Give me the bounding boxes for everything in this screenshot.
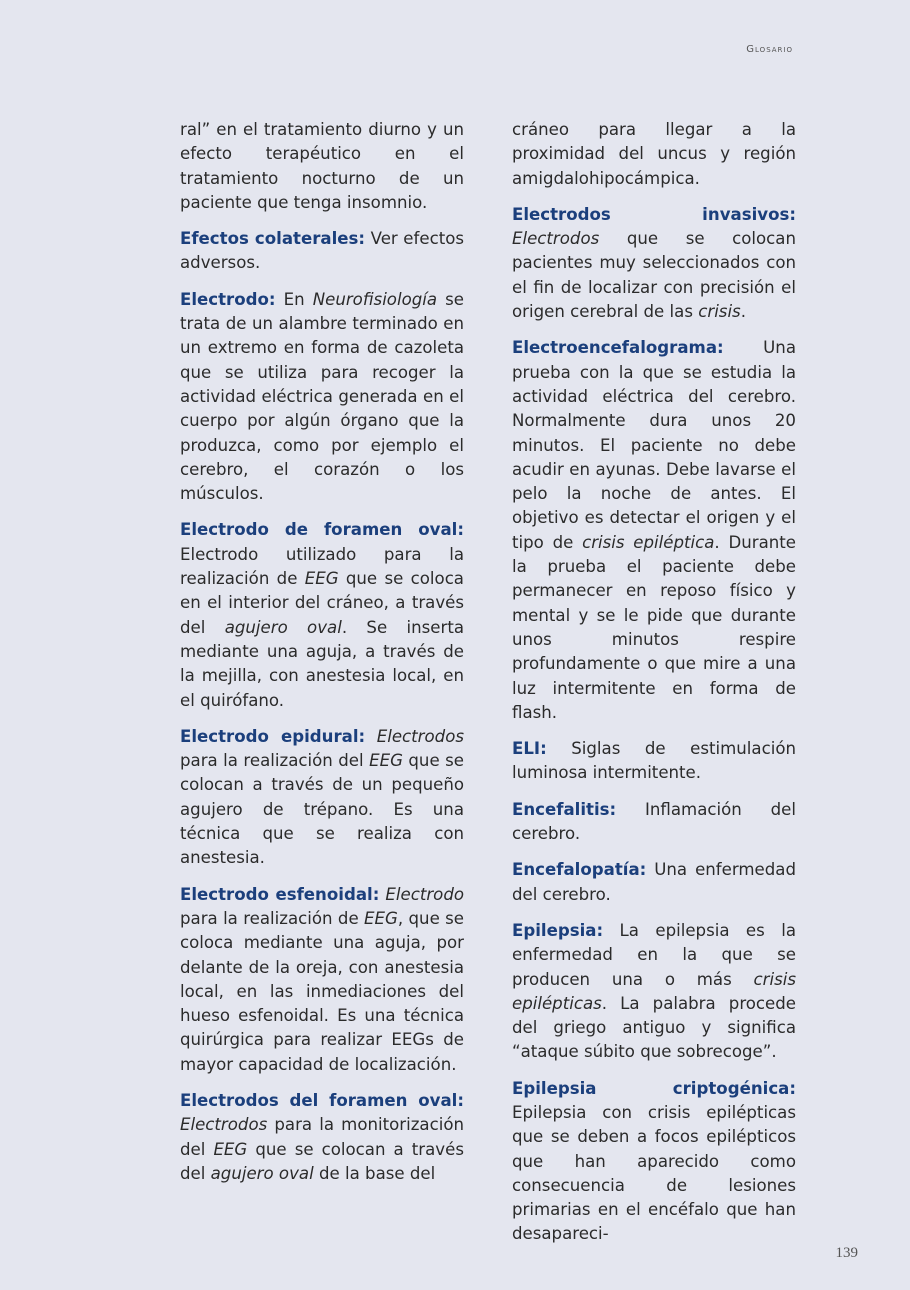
definition-text: La epilepsia es la enfermedad en la que se producen una o más [512,920,796,989]
italic-reference: Electrodo [385,884,464,904]
glossary-entry [180,118,464,215]
glossary-entry [180,518,464,712]
definition-text: . [740,302,746,322]
italic-reference: crisis epiléptica [582,532,715,552]
glossary-term: ELI: [512,739,547,759]
definition-text: que se colocan a través del [180,1139,464,1183]
glossary-entry [512,203,796,324]
definition-text: Electrodo utilizado para la realización de [180,544,464,589]
glossary-entry [180,227,464,276]
definition-text: para la realización de [180,908,365,928]
definition-text: . Durante la prueba el paciente debe permanecer en reposo físico y mental y se le pide que durante unos minutos respire profundamente o que mire a una luz intermitente en forma de flash. [512,532,796,722]
glossary-column-left [180,118,464,1198]
italic-reference: Neurofisiología [312,289,438,309]
glossary-term: Encefalopatía: [512,860,647,880]
italic-reference: agujero oval [224,617,342,637]
glossary-entry [180,1089,464,1186]
page-number: 139 [835,1245,858,1261]
definition-text: se trata de un alambre terminado en un extremo en forma de cazoleta que se utiliza para recoger la actividad eléctrica generada en el cuerpo por algún órgano que la produzca, como por ejemplo el cerebro, el corazón o los músculos. [180,289,464,504]
glossary-entry [512,798,796,847]
definition-text: que se coloca en el interior del cráneo, a través del [180,569,464,637]
definition-text: Siglas de estimulación luminosa intermitente. [512,739,796,783]
glossary-entry [180,725,464,871]
italic-reference: Electrodos [376,726,464,746]
italic-reference: EEG [213,1139,248,1159]
glossary-term: Electrodos invasivos: [512,204,796,224]
glossary-term: Efectos colaterales: [180,229,366,249]
glossary-term: Electrodo: [180,289,276,309]
definition-text: En [275,289,313,309]
glossary-entry [512,336,796,725]
definition-text: que se colocan a través de un pequeño agujero de trépano. Es una técnica que se realiza con anestesia. [180,751,464,868]
glossary-term: Epilepsia criptogénica: [512,1078,796,1098]
definition-text: que se colocan pacientes muy seleccionados con el fin de localizar con precisión el origen cerebral de las [512,229,796,322]
definition-text [365,727,377,746]
glossary-term: Electroencefalograma: [512,338,724,358]
glossary-entry [180,883,464,1077]
definition-text: para la realización del [180,751,370,771]
definition-text: . Se inserta mediante una aguja, a través de la mejilla, con anestesia local, en el quirófano. [180,617,464,710]
italic-reference: EEG [364,908,398,928]
running-header: Glosario [746,44,793,55]
italic-reference: crisis epilépticas [512,969,796,1013]
glossary-term: Electrodos del foramen oval: [180,1090,464,1110]
glossary-term: Epilepsia: [512,920,604,940]
definition-text: Ver efectos adversos. [180,229,464,273]
italic-reference: EEG [304,569,339,589]
italic-reference: Electrodos [512,229,600,249]
glossary-entry [180,288,464,507]
definition-text: cráneo para llegar a la proximidad del uncus y región amigdalohipocámpica. [512,120,796,188]
glossary-term: Electrodo epidural: [180,726,366,746]
definition-text: Inflamación del cerebro. [512,799,796,844]
glossary-entry [512,118,796,191]
glossary-entry [512,858,796,907]
glossary-term: Encefalitis: [512,799,617,819]
definition-text: para la monitorización del [180,1115,464,1159]
glossary-entry [512,1077,796,1247]
definition-text: Una enfermedad del cerebro. [512,860,796,904]
definition-text: Una prueba con la que se estudia la actividad eléctrica del cerebro. Normalmente dura unos 20 minutos. El paciente no debe acudir en ayunas. Debe lavarse el pelo la noche de antes. El objetivo es detectar el origen y el tipo de [512,338,796,552]
italic-reference: crisis [698,302,741,322]
italic-reference: agujero oval [210,1163,314,1183]
glossary-entry [512,737,796,786]
definition-text: . La palabra procede del griego antiguo y significa “ataque súbito que sobrecoge”. [512,993,796,1062]
italic-reference: Electrodos [180,1115,268,1135]
definition-text: de la base del [313,1163,436,1183]
glossary-entry [512,919,796,1065]
italic-reference: EEG [369,751,403,771]
glossary-column-right [512,118,796,1259]
definition-text: , que se coloca mediante una aguja, por delante de la oreja, con anestesia local, en las inmediaciones del hueso esfenoidal. Es una técnica quirúrgica para realizar EEGs de mayor capacidad de localización. [180,908,465,1074]
definition-text: Epilepsia con crisis epilépticas que se deben a focos epilépticos que han aparecido como consecuencia de lesiones primarias en el encéfalo que han desapareci- [512,1102,796,1244]
glossary-term: Electrodo esfenoidal: [180,884,380,904]
definition-text: ral” en el tratamiento diurno y un efecto terapéutico en el tratamiento nocturno de un paciente que tenga insomnio. [180,120,464,212]
glossary-term: Electrodo de foramen oval: [180,520,464,540]
